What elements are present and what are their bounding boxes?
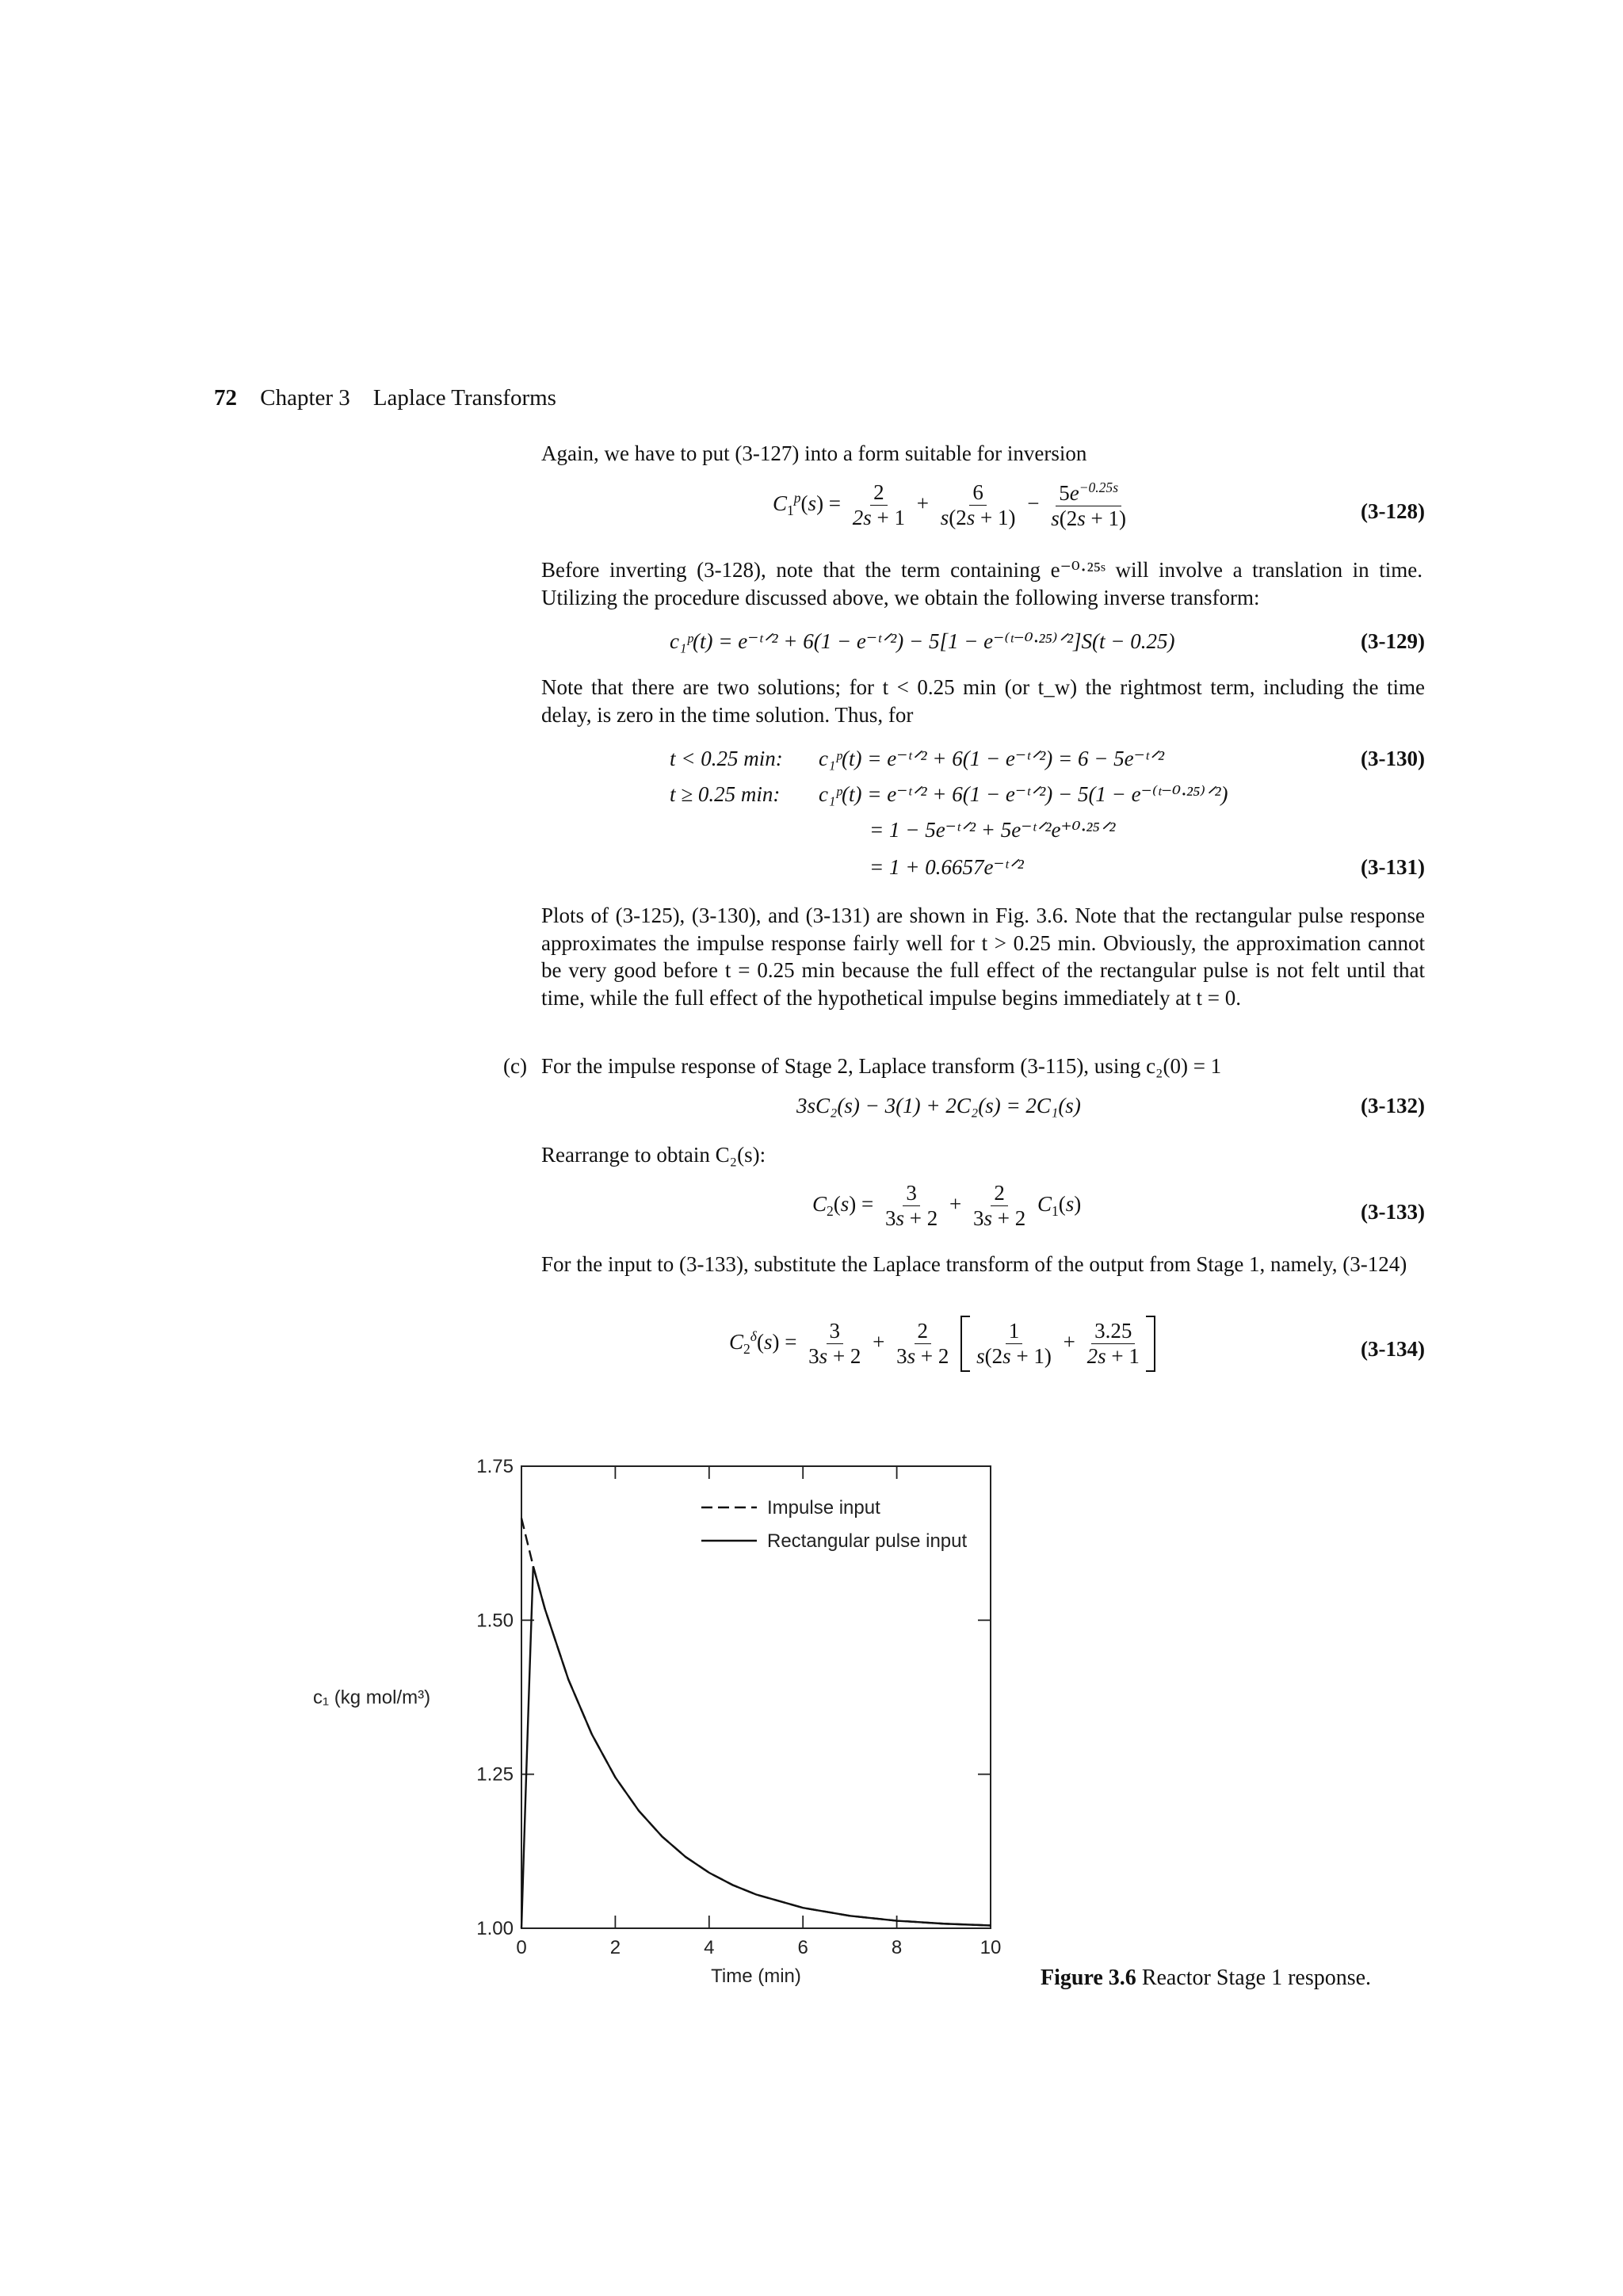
running-header (214, 384, 556, 413)
x-tick-label-2: 4 (704, 1937, 715, 1958)
equation-number-3-132: (3-132) (1361, 1094, 1425, 1117)
chart-legend (701, 1497, 967, 1552)
figure-caption (1041, 1964, 1371, 1992)
equation-3-128: $C_1^p(s)$ = $\frac{2}{2s + 1}$ + $\frac{6}{s(2s + 1)}$ − $\frac{5e^{-0.25s}}{s(2s + 1)}$ (773, 479, 1126, 531)
x-tick-label-1: 2 (609, 1937, 621, 1958)
paragraph-plots-discussion: Plots of (3-125), (3-130), and (3-131) are shown in Fig. 3.6. Note that the rectangular pulse response approximates the impulse response fairly well for t > 0.25 min. Obviously, the approximation cannot be very good before t = 0.25 min because the full effect of the rectangular pulse is not felt until that time, while the full effect of the hypothetical impulse begins immediately at t = 0. (541, 904, 1425, 1010)
legend-label-0: Impulse input (767, 1497, 880, 1519)
x-axis-label: Time (min) (711, 1966, 801, 1987)
equation-number-3-130: (3-130) (1361, 747, 1425, 770)
chapter-label: Chapter 3 (260, 385, 350, 411)
equation-number-3-129: (3-129) (1361, 629, 1425, 653)
paragraph-stage-1-output: For the input to (3-133), substitute the Laplace transform of the output from Stage 1, namely, (3-124) (541, 1252, 1407, 1276)
equation-3-130: c₁ᵖ(t) = e⁻ᵗᐟ² + 6(1 − e⁻ᵗᐟ²) = 6 − 5e⁻ᵗᐟ² (819, 747, 1164, 770)
equation-3-129: c₁ᵖ(t) = e⁻ᵗᐟ² + 6(1 − e⁻ᵗᐟ²) − 5[1 − e⁻⁽ᵗ⁻⁰·²⁵⁾ᐟ²]S(t − 0.25) (670, 629, 1175, 653)
figure-caption-label: Figure 3.6 (1041, 1966, 1136, 1990)
figure-3-6-chart (301, 1435, 1014, 2005)
x-tick-label-4: 8 (891, 1937, 903, 1958)
equation-3-133: $C_2(s)$ = $\frac{3}{3s + 2}$ + $\frac{2}{3s + 2}$ $C_1(s)$ (812, 1181, 1082, 1231)
chapter-title: Laplace Transforms (372, 385, 556, 411)
item-label-c: (c) (503, 1054, 527, 1078)
equation-number-3-134: (3-134) (1361, 1337, 1425, 1361)
paragraph-stage-2-impulse: For the impulse response of Stage 2, Laplace transform (3-115), using c₂(0) = 1 (541, 1054, 1222, 1078)
x-tick-label-0: 0 (516, 1937, 527, 1958)
paragraph-rearrange: Rearrange to obtain C₂(s): (541, 1143, 766, 1167)
y-tick-label-1: 1.25 (476, 1763, 514, 1786)
paragraph-two-solutions: Note that there are two solutions; for t < 0.25 min (or t_w) the rightmost term, including the time delay, is zero in the time solution. Thus, for (541, 675, 1425, 727)
y-axis-label: c₁ (kg mol/m³) (313, 1687, 431, 1709)
figure-caption-text: Reactor Stage 1 response. (1141, 1966, 1372, 1990)
equation-3-131-line-3: = 1 + 0.6657e⁻ᵗᐟ² (869, 855, 1024, 879)
x-tick-label-3: 6 (797, 1937, 808, 1958)
paragraph-inversion-intro: Again, we have to put (3-127) into a form suitable for inversion (541, 441, 1087, 465)
y-tick-label-0: 1.00 (476, 1918, 514, 1939)
chart-series (521, 1519, 991, 1928)
equation-number-3-133: (3-133) (1361, 1200, 1425, 1224)
equation-3-131-line-1: c₁ᵖ(t) = e⁻ᵗᐟ² + 6(1 − e⁻ᵗᐟ²) − 5(1 − e⁻⁽ᵗ⁻⁰·²⁵⁾ᐟ²) (819, 782, 1228, 806)
series-line-1 (521, 1566, 991, 1928)
x-tick-label-5: 10 (980, 1937, 1002, 1958)
page-number: 72 (214, 385, 237, 411)
equation-3-131-line-2: = 1 − 5e⁻ᵗᐟ² + 5e⁻ᵗᐟ²e⁺⁰·²⁵ᐟ² (869, 818, 1116, 842)
equation-3-134: $C_2^\delta(s)$ = $\frac{3}{3s + 2}$ + $\frac{2}{3s + 2}$ $\frac{1}{s(2s + 1)}$ + $\frac{3.25}{2s + 1}$ (729, 1316, 1155, 1372)
y-tick-label-3: 1.75 (476, 1456, 514, 1477)
legend-label-1: Rectangular pulse input (767, 1530, 968, 1552)
y-tick-label-2: 1.50 (476, 1610, 514, 1632)
equation-3-131-condition: t ≥ 0.25 min: (670, 782, 781, 806)
equation-number-3-131: (3-131) (1361, 855, 1425, 879)
paragraph-before-inverting: Before inverting (3-128), note that the term containing e⁻⁰·²⁵ˢ will involve a translation in time. Utilizing the procedure discussed above, we obtain the following inverse transform: (541, 558, 1423, 609)
equation-3-132: 3sC₂(s) − 3(1) + 2C₂(s) = 2C₁(s) (796, 1094, 1081, 1117)
series-line-0 (521, 1519, 991, 1926)
equation-3-130-condition: t < 0.25 min: (670, 747, 783, 770)
equation-number-3-128: (3-128) (1361, 499, 1425, 523)
